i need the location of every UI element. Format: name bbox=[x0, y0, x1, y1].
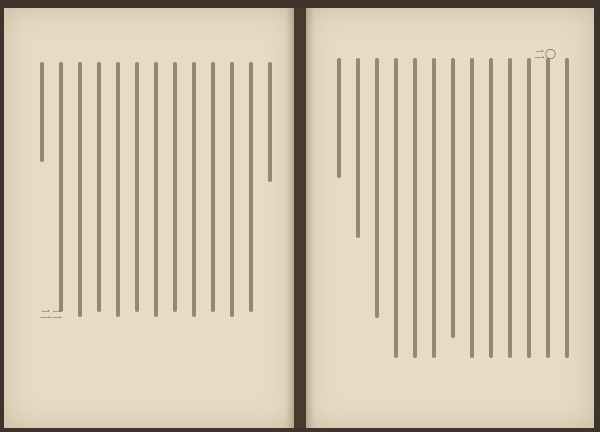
right-text-column bbox=[432, 58, 436, 358]
left-text-column bbox=[154, 62, 158, 317]
left-text-column bbox=[59, 62, 63, 312]
left-text-column bbox=[116, 62, 120, 317]
right-text-column bbox=[413, 58, 417, 358]
right-text-column bbox=[470, 58, 474, 358]
right-text-column bbox=[489, 58, 493, 358]
right-text-column bbox=[546, 58, 550, 358]
right-text-column bbox=[565, 58, 569, 358]
left-text-column bbox=[78, 62, 82, 317]
left-text-column bbox=[173, 62, 177, 312]
left-page-number: 二二 bbox=[40, 308, 62, 321]
left-text-column bbox=[97, 62, 101, 312]
left-text-column bbox=[268, 62, 272, 182]
right-page-number: 二〇 bbox=[534, 48, 556, 61]
right-text-column bbox=[394, 58, 398, 358]
right-text-column bbox=[356, 58, 360, 238]
left-text-column bbox=[230, 62, 234, 317]
left-text-column bbox=[135, 62, 139, 312]
left-text-column bbox=[249, 62, 253, 312]
left-text-column bbox=[40, 62, 44, 162]
left-text-column bbox=[211, 62, 215, 312]
right-text-column bbox=[375, 58, 379, 318]
right-page bbox=[306, 8, 594, 428]
right-text-column bbox=[337, 58, 341, 178]
book-gutter bbox=[286, 8, 314, 428]
right-text-column bbox=[527, 58, 531, 358]
right-text-column bbox=[508, 58, 512, 358]
right-text-column bbox=[451, 58, 455, 338]
left-text-column bbox=[192, 62, 196, 317]
